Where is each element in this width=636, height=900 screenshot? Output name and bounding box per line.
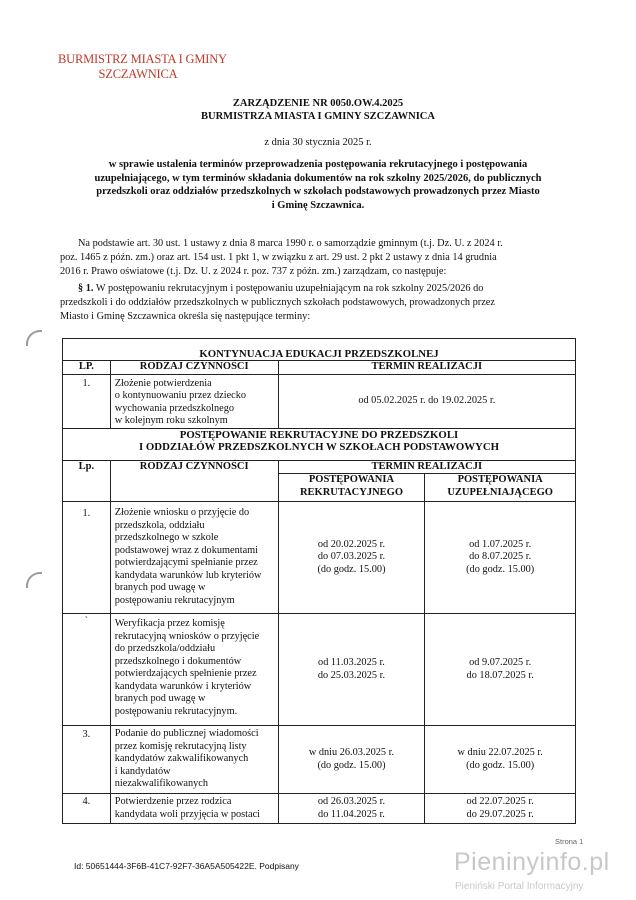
stamp-line-1: BURMISTRZ MIASTA I GMINY [58,52,227,66]
legal-basis [60,237,578,279]
column-term: TERMIN REALIZACJI [278,460,575,474]
term-line: do 11.04.2025 r. [318,808,385,820]
term-line: (do godz. 15.00) [466,563,535,575]
document-date: z dnia 30 stycznia 2025 r. [264,137,372,148]
row-supplementary-term [425,614,576,726]
row-recruitment-term [278,794,425,824]
paragraph-line: W postępowaniu rekrutacyjnym i postępowaniu uzupełniającym na rok szkolny 2025/2026 do [95,283,484,294]
activity-line: przedszkola, oddziału [114,519,205,531]
row-term: od 05.02.2025 r. do 19.02.2025 r. [278,374,575,428]
row-supplementary-term [425,726,576,794]
paragraph-1 [60,282,578,324]
activity-line: branych pod uwagę w [114,582,206,593]
term-line: (do godz. 15.00) [317,759,386,771]
row-activity [110,374,278,428]
row-activity [110,726,278,794]
subject-line: i Gminę Szczawnica. [271,199,365,211]
term-line: do 25.03.2025 r. [317,669,386,681]
term-line: od 26.03.2025 r. [317,796,386,807]
row-supplementary-term [425,502,576,614]
basis-line: 2016 r. Prawo oświatowe (t.j. Dz. U. z 2024 r. poz. 737 z późn. zm.) zarządzam, co następuje: [60,266,447,277]
column-term: TERMIN REALIZACJI [278,361,575,375]
row-recruitment-term [278,502,425,614]
column-recruitment-line: POSTĘPOWANIA [308,474,395,485]
activity-line: kandydata warunków i kryteriów [114,680,252,692]
stamp-line-2: SZCZAWNICA [98,67,178,81]
document-id-footer: Id: 50651444-3F6B-41C7-92F7-36A5A505422E. Podpisany [74,861,299,871]
activity-line: kandydata warunków lub kryteriów [114,569,262,581]
term-line: (do godz. 15.00) [317,563,386,575]
row-activity [110,794,278,824]
column-activity: RODZAJ CZYNNOŚCI [110,361,278,375]
column-activity: RODZAJ CZYNNOŚCI [110,460,278,502]
table-row [63,374,576,428]
row-lp: 4. [63,794,111,824]
activity-line: Złożenie potwierdzenia [114,377,212,389]
column-lp: Lp. [63,460,111,502]
activity-line: przez komisję rekrutacyjną listy [114,740,247,752]
column-lp: LP. [63,361,111,375]
paragraph-1-line-1 [60,282,578,296]
title-line-1: ZARZĄDZENIE NR 0050.OW.4.2025 [232,98,404,109]
table-row [63,726,576,794]
activity-line: podstawowej wraz z dokumentami [114,544,259,556]
document-subject [60,158,576,212]
term-line: do 18.07.2025 r. [466,669,534,681]
term-line: (do godz. 15.00) [466,759,535,771]
activity-line: przedszkolnego i dokumentów [114,655,242,667]
term-line: od 9.07.2025 r. [469,657,532,668]
row-supplementary-term [425,794,576,824]
activity-line: postępowaniu rekrutacyjnym. [114,705,238,717]
term-line: w dniu 26.03.2025 r. [308,747,395,758]
activity-line: potwierdzającymi spełnianie przez [114,557,258,568]
term-line: do 29.07.2025 r. [466,808,534,820]
activity-line: branych pod uwagę w [114,693,206,704]
row-lp: 1. [63,374,111,428]
section-1-column-headers [63,361,576,375]
activity-line: i kandydatów [114,765,171,777]
document-title [0,97,636,123]
basis-line: Na podstawie art. 30 ust. 1 ustawy z dnia 8 marca 1990 r. o samorządzie gminnym (t.j. Dz. U. z 2024 r. [78,238,503,249]
punch-hole-mark [26,572,42,588]
row-lp: 1. [63,502,111,614]
section-2-header [63,428,576,460]
row-lp: ` [63,614,111,726]
table-row [63,614,576,726]
term-line: od 11.03.2025 r. [318,657,385,668]
activity-line: Potwierdzenie przez rodzica [114,796,232,807]
term-line: w dniu 22.07.2025 r. [457,747,543,758]
section-2-title-line: I ODDZIAŁÓW PRZEDSZKOLNYCH W SZKOŁACH PODSTAWOWYCH [138,441,500,453]
activity-line: potwierdzających spełnienie przez [114,668,257,679]
activity-line: Podanie do publicznej wiadomości [114,728,259,739]
column-supplementary [425,474,576,502]
activity-line: wychowania przedszkolnego [114,402,234,414]
activity-line: kandydata woli przyjęcia w postaci [114,808,261,820]
activity-line: kandydatów zakwalifikowanych [114,753,249,764]
column-supplementary-line: UZUPEŁNIAJĄCEGO [447,486,553,498]
official-stamp [58,52,227,82]
section-1-title: KONTYNUACJA EDUKACJI PRZEDSZKOLNEJ [63,339,576,361]
column-recruitment-line: REKRUTACYJNEGO [299,486,403,498]
activity-line: w kolejnym roku szkolnym [114,415,228,426]
title-line-2: BURMISTRZA MIASTA I GMINY SZCZAWNICA [201,111,435,122]
row-activity [110,614,278,726]
section-1-header [63,339,576,361]
watermark-tagline: Pieniński Portal Informacyjny [455,881,584,892]
term-line: od 1.07.2025 r. [469,538,532,550]
activity-line: do przedszkola/oddziału [114,643,216,654]
paragraph-mark: § 1. [78,283,94,294]
subject-line: w sprawie ustalenia terminów przeprowadzenia postępowania rekrutacyjnego i postępowania [108,159,528,170]
section-2-column-headers [63,460,576,474]
basis-line: poz. 1465 z późn. zm.) oraz art. 154 ust. 1 pkt 1, w związku z art. 29 ust. 2 pkt 2 ustawy z dnia 14 grudnia [60,252,497,263]
schedule-table [62,338,576,824]
subject-line: uzupełniającego, w tym terminów składania dokumentów na rok szkolny 2025/2026, do publicznych [94,172,542,184]
column-recruitment [278,474,425,502]
section-2-title-line: POSTĘPOWANIE REKRUTACYJNE DO PRZEDSZKOLI [179,428,459,441]
table-row [63,794,576,824]
paragraph-line: przedszkoli i do oddziałów przedszkolnych w publicznych szkołach podstawowych, prowadzonych przez [60,297,495,308]
punch-hole-mark [26,330,42,346]
activity-line: Weryfikacja przez komisję [114,618,225,629]
term-line: do 8.07.2025 r. [469,551,532,563]
row-lp: 3. [63,726,111,794]
activity-line: rekrutacyjną wniosków o przyjęcie [114,630,260,642]
activity-line: niezakwalifikowanych [114,778,208,789]
column-supplementary-line: POSTĘPOWANIA [457,474,543,485]
row-recruitment-term [278,726,425,794]
page-number: Strona 1 [555,837,584,846]
subject-line: przedszkoli oraz oddziałów przedszkolnych w szkołach podstawowych prowadzonych przez Miasto [96,186,540,197]
activity-line: Złożenie wniosku o przyjęcie do [114,507,250,518]
section-2-title [63,428,576,460]
table-row [63,502,576,614]
watermark-logo: Pieninyinfo.pl [454,848,610,876]
term-line: od 20.02.2025 r. [317,538,386,550]
row-activity [110,502,278,614]
term-line: do 07.03.2025 r. [317,551,386,563]
paragraph-line: Miasto i Gminę Szczawnica określa się następujące terminy: [60,311,311,322]
activity-line: postępowaniu rekrutacyjnym [114,594,235,606]
activity-line: przedszkolnego w szkole [114,532,219,543]
activity-line: o kontynuowaniu przez dziecko [114,390,247,401]
term-line: od 22.07.2025 r. [466,796,534,807]
row-recruitment-term [278,614,425,726]
